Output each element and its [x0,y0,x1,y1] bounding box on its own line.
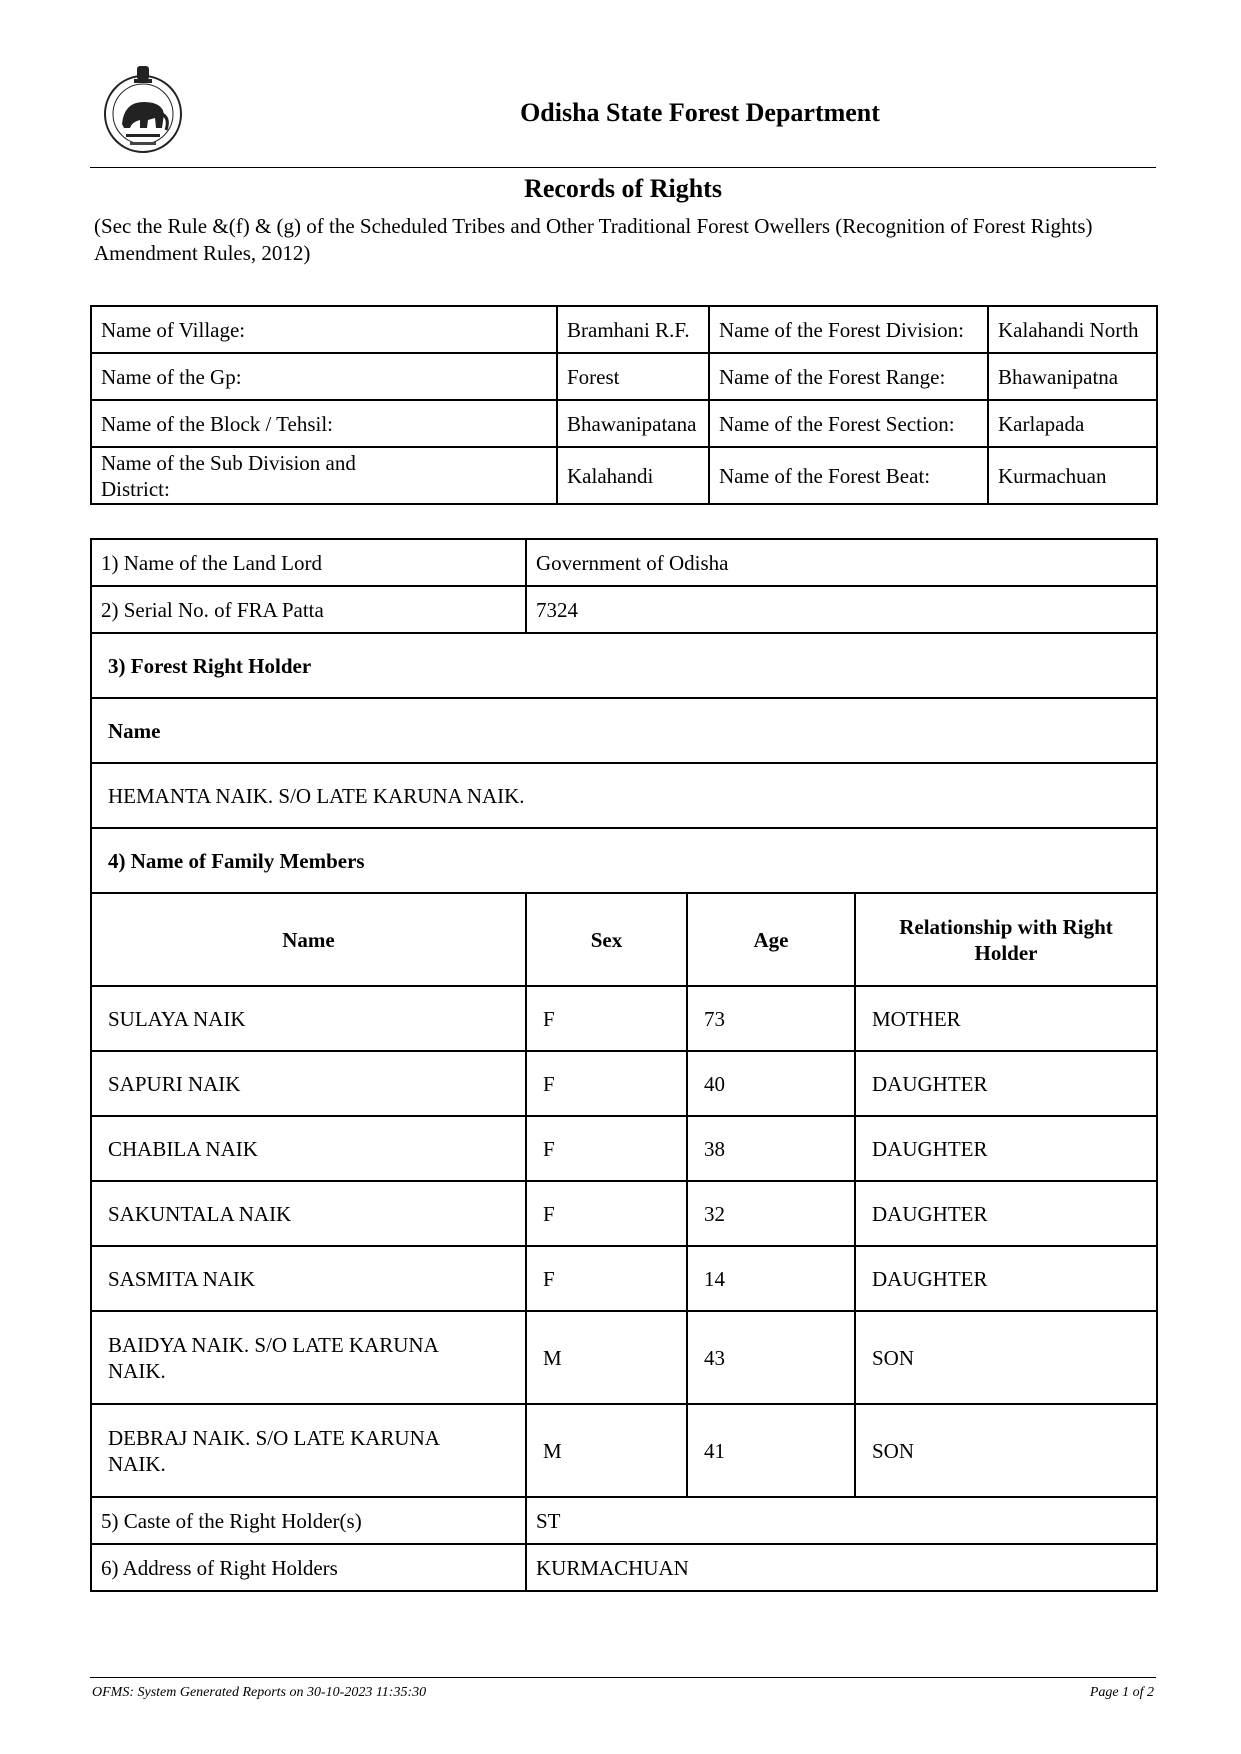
member-age: 38 [687,1116,855,1181]
location-row [91,353,1157,400]
member-sex: F [526,1116,687,1181]
column-header-sex: Sex [526,893,687,986]
table-row [91,1116,1157,1181]
subdivision-label: Name of the Sub Division and District: [91,447,557,504]
caste-label: 5) Caste of the Right Holder(s) [91,1497,526,1544]
right-holder-heading-row [91,633,1157,698]
block-value: Bhawanipatana [557,400,709,447]
member-name: BAIDYA NAIK. S/O LATE KARUNA NAIK. [91,1311,526,1404]
document-title: Records of Rights [524,174,722,203]
member-sex: F [526,1051,687,1116]
column-header-age: Age [687,893,855,986]
right-holder-name: HEMANTA NAIK. S/O LATE KARUNA NAIK. [91,763,1157,828]
member-name: SAKUNTALA NAIK [91,1181,526,1246]
address-row [91,1544,1157,1591]
member-name: DEBRAJ NAIK. S/O LATE KARUNA NAIK. [91,1404,526,1497]
generated-timestamp: OFMS: System Generated Reports on 30-10-2023 11:35:30 [92,1685,427,1700]
forest-range-label: Name of the Forest Range: [709,353,988,400]
serial-value: 7324 [526,586,1157,633]
member-relation: SON [855,1404,1157,1497]
member-age: 40 [687,1051,855,1116]
family-heading: 4) Name of Family Members [91,828,1157,893]
member-relation: MOTHER [855,986,1157,1051]
forest-section-label: Name of the Forest Section: [709,400,988,447]
name-heading: Name [91,698,1157,763]
column-header-relationship: Relationship with Right Holder [855,893,1157,986]
block-label: Name of the Block / Tehsil: [91,400,557,447]
table-row [91,1051,1157,1116]
member-age: 41 [687,1404,855,1497]
document-subtitle: (Sec the Rule &(f) & (g) of the Scheduled Tribes and Other Traditional Forest Owellers (Recognition of Forest Rights) Amendment Rules, 2012) [94,214,1093,265]
location-row [91,400,1157,447]
table-row [91,986,1157,1051]
land-lord-row [91,539,1157,586]
serial-label: 2) Serial No. of FRA Patta [91,586,526,633]
member-relation: DAUGHTER [855,1051,1157,1116]
forest-beat-label: Name of the Forest Beat: [709,447,988,504]
column-header-name: Name [91,893,526,986]
member-relation: SON [855,1311,1157,1404]
serial-row [91,586,1157,633]
caste-row [91,1497,1157,1544]
header-divider [90,167,1156,168]
forest-section-value: Karlapada [988,400,1157,447]
member-age: 73 [687,986,855,1051]
member-name: SASMITA NAIK [91,1246,526,1311]
odisha-emblem-icon [100,62,186,162]
address-value: KURMACHUAN [526,1544,1157,1591]
member-age: 14 [687,1246,855,1311]
footer-divider [90,1677,1156,1678]
member-relation: DAUGHTER [855,1116,1157,1181]
forest-range-value: Bhawanipatna [988,353,1157,400]
right-holder-heading: 3) Forest Right Holder [91,633,1157,698]
member-relation: DAUGHTER [855,1246,1157,1311]
member-age: 32 [687,1181,855,1246]
village-value: Bramhani R.F. [557,306,709,353]
forest-beat-value: Kurmachuan [988,447,1157,504]
location-row [91,447,1157,504]
member-name: SULAYA NAIK [91,986,526,1051]
family-header-row [91,893,1157,986]
location-row [91,306,1157,353]
member-name: SAPURI NAIK [91,1051,526,1116]
caste-value: ST [526,1497,1157,1544]
village-label: Name of Village: [91,306,557,353]
department-title: Odisha State Forest Department [520,98,880,127]
land-lord-value: Government of Odisha [526,539,1157,586]
member-sex: F [526,986,687,1051]
forest-division-value: Kalahandi North [988,306,1157,353]
member-sex: F [526,1181,687,1246]
table-row [91,1404,1157,1497]
gp-label: Name of the Gp: [91,353,557,400]
member-relation: DAUGHTER [855,1181,1157,1246]
table-row [91,1246,1157,1311]
right-holder-name-row [91,763,1157,828]
table-row [91,1181,1157,1246]
member-sex: F [526,1246,687,1311]
member-name: CHABILA NAIK [91,1116,526,1181]
name-heading-row [91,698,1157,763]
member-sex: M [526,1404,687,1497]
gp-value: Forest [557,353,709,400]
member-age: 43 [687,1311,855,1404]
table-row [91,1311,1157,1404]
family-heading-row [91,828,1157,893]
forest-division-label: Name of the Forest Division: [709,306,988,353]
page-number: Page 1 of 2 [1089,1685,1154,1700]
record-table [90,538,1158,1592]
member-sex: M [526,1311,687,1404]
location-table [90,305,1158,505]
subdivision-value: Kalahandi [557,447,709,504]
address-label: 6) Address of Right Holders [91,1544,526,1591]
land-lord-label: 1) Name of the Land Lord [91,539,526,586]
